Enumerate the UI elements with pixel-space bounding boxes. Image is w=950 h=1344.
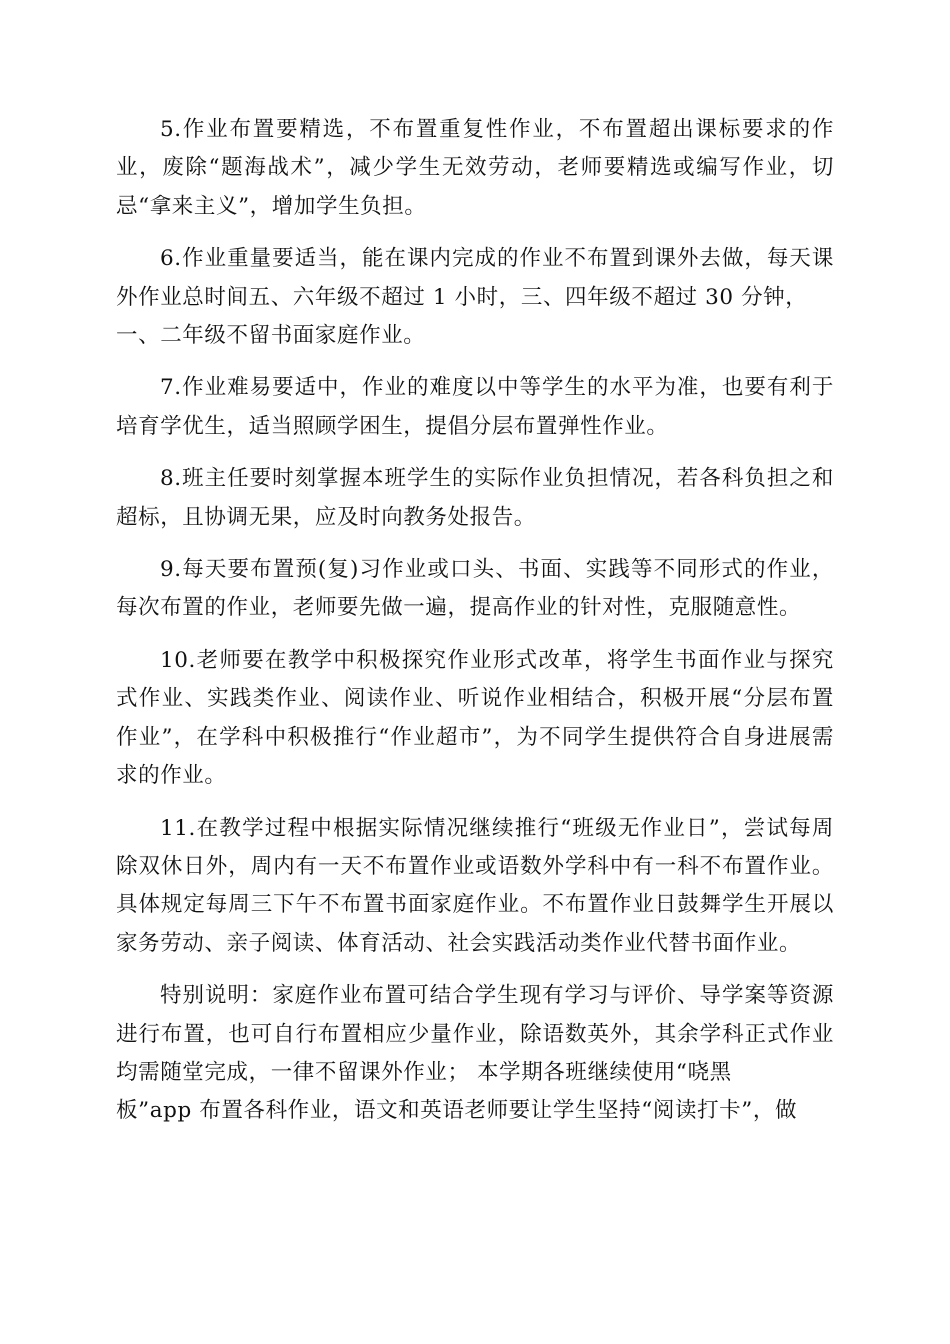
paragraph-item-5: 5.作业布置要精选，不布置重复性作业，不布置超出课标要求的作业，废除“题海战术”，减少学生无效劳动，老师要精选或编写作业，切忌“拿来主义”，增加学生负担。 xyxy=(116,117,834,219)
special-note-paragraph: 特别说明：家庭作业布置可结合学生现有学习与评价、导学案等资源进行布置，也可自行布置相应少量作业，除语数英外，其余学科正式作业均需随堂完成，一律不留课外作业； 本学期各班继续使用“哓黑 板”app 布置各科作业，语文和英语老师要让学生坚持“阅读打卡”，做 xyxy=(116,983,834,1124)
paragraph-item-8: 8.班主任要时刻掌握本班学生的实际作业负担情况，若各科负担之和超标，且协调无果，应及时向教务处报告。 xyxy=(116,466,834,530)
paragraph-item-9: 9.每天要布置预(复)习作业或口头、书面、实践等不同形式的作业，每次布置的作业，老师要先做一遍，提高作业的针对性，克服随意性。 xyxy=(116,557,834,621)
paragraph-item-7: 7.作业难易要适中，作业的难度以中等学生的水平为准，也要有利于培育学优生，适当照顾学困生，提倡分层布置弹性作业。 xyxy=(116,375,834,439)
paragraph-item-10: 10.老师要在教学中积极探究作业形式改革，将学生书面作业与探究式作业、实践类作业、阅读作业、听说作业相结合，积极开展“分层布置作业”，在学科中积极推行“作业超市”，为不同学生提供符合自身进展需求的作业。 xyxy=(116,647,834,789)
document-body xyxy=(116,111,834,1145)
paragraph-item-6: 6.作业重量要适当，能在课内完成的作业不布置到课外去做，每天课外作业总时间五、六年级不超过 1 小时，三、四年级不超过 30 分钟， 一、二年级不留书面家庭作业。 xyxy=(116,246,834,349)
paragraph-item-11: 11.在教学过程中根据实际情况继续推行“班级无作业日”，尝试每周除双休日外，周内有一天不布置作业或语数外学科中有一科不布置作业。具体规定每周三下午不布置书面家庭作业。不布置作业日鼓舞学生开展以家务劳动、亲子阅读、体育活动、社会实践活动类作业代替书面作业。 xyxy=(116,815,834,956)
